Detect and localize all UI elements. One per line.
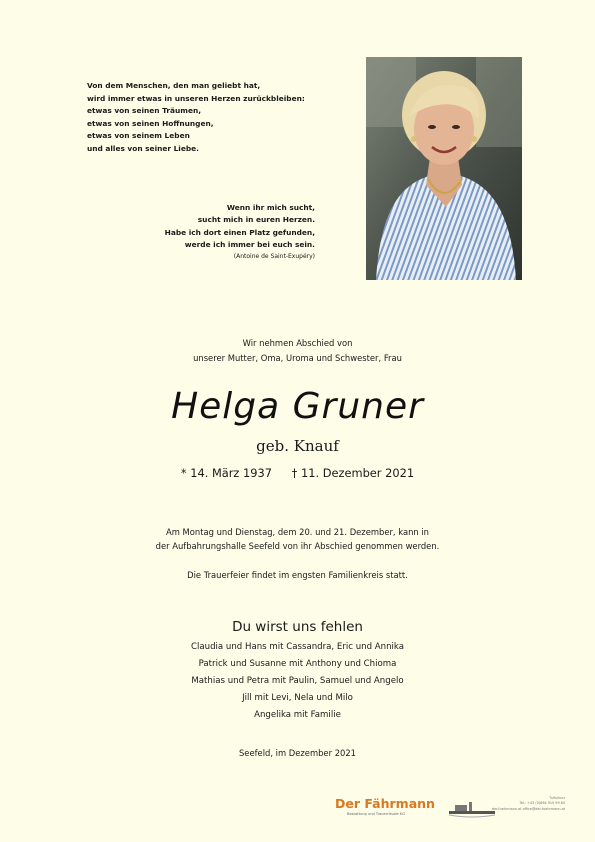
viewing-line-1: Am Montag und Dienstag, dem 20. und 21. Dezember, kann in (166, 527, 429, 537)
mourner-line: Mathias und Petra mit Paulin, Samuel und Angelo (191, 676, 404, 686)
contact-line: Tuifs/Innz (549, 796, 565, 800)
poem-attribution: (Antoine de Saint-Exupéry) (233, 252, 315, 260)
poem-line: sucht mich in euren Herzen. (197, 215, 315, 225)
mourners-heading: Du wirst uns fehlen (232, 619, 363, 635)
intro-line-1: Wir nehmen Abschied von (242, 338, 353, 348)
ceremony-note: Die Trauerfeier findet im engsten Familienkreis statt. (187, 570, 408, 580)
poem-line: etwas von seinen Träumen, (87, 106, 202, 116)
poem-line: Von dem Menschen, den man geliebt hat, (87, 81, 261, 90)
maiden-name: geb. Knauf (256, 437, 339, 455)
life-dates (0, 466, 595, 480)
mourner-line: Jill mit Levi, Nela und Milo (242, 693, 353, 703)
mourner-line: Claudia und Hans mit Cassandra, Eric und Annika (190, 642, 405, 652)
funeral-home-footer (335, 796, 573, 822)
birth-date: * 14. März 1937 (180, 466, 273, 480)
poem-line: und alles von seiner Liebe. (87, 143, 199, 153)
viewing-line-2: der Aufbahrungshalle Seefeld von ihr Abschied genommen werden. (155, 541, 440, 551)
contact-line: der-fuehrmann.at office@der-fuehrmann.at (491, 806, 565, 811)
funeral-home-logo: Der Fährmann (335, 796, 435, 811)
mourners-list (0, 639, 595, 724)
contact-line: Tel.: +43 (0)664 915 99 60 (519, 801, 565, 806)
deceased-name: Helga Gruner (171, 386, 424, 427)
poem-line: etwas von seinen Hoffnungen, (87, 118, 214, 128)
mourner-line: Angelika mit Familie (254, 710, 341, 720)
death-date: † 11. Dezember 2021 (291, 466, 415, 480)
funeral-home-tagline: Bestattung und Trauerrituale KG (347, 812, 406, 816)
poem-bottom (150, 202, 315, 261)
funeral-home-contact (491, 796, 565, 812)
poem-line: wird immer etwas in unseren Herzen zurückbleiben: (87, 93, 305, 103)
portrait-illustration (366, 57, 522, 280)
place-date: Seefeld, im Dezember 2021 (238, 748, 357, 758)
poem-line: etwas von seinem Leben (87, 131, 190, 141)
poem-line: werde ich immer bei euch sein. (184, 240, 315, 250)
boat-icon (447, 798, 497, 820)
portrait-photo (366, 57, 522, 280)
poem-top (87, 80, 337, 156)
poem-line: Wenn ihr mich sucht, (226, 203, 315, 212)
poem-line: Habe ich dort einen Platz gefunden, (164, 227, 315, 237)
intro-line-2: unserer Mutter, Oma, Uroma und Schwester, Frau (193, 353, 402, 363)
mourner-line: Patrick und Susanne mit Anthony und Chioma (198, 659, 397, 669)
